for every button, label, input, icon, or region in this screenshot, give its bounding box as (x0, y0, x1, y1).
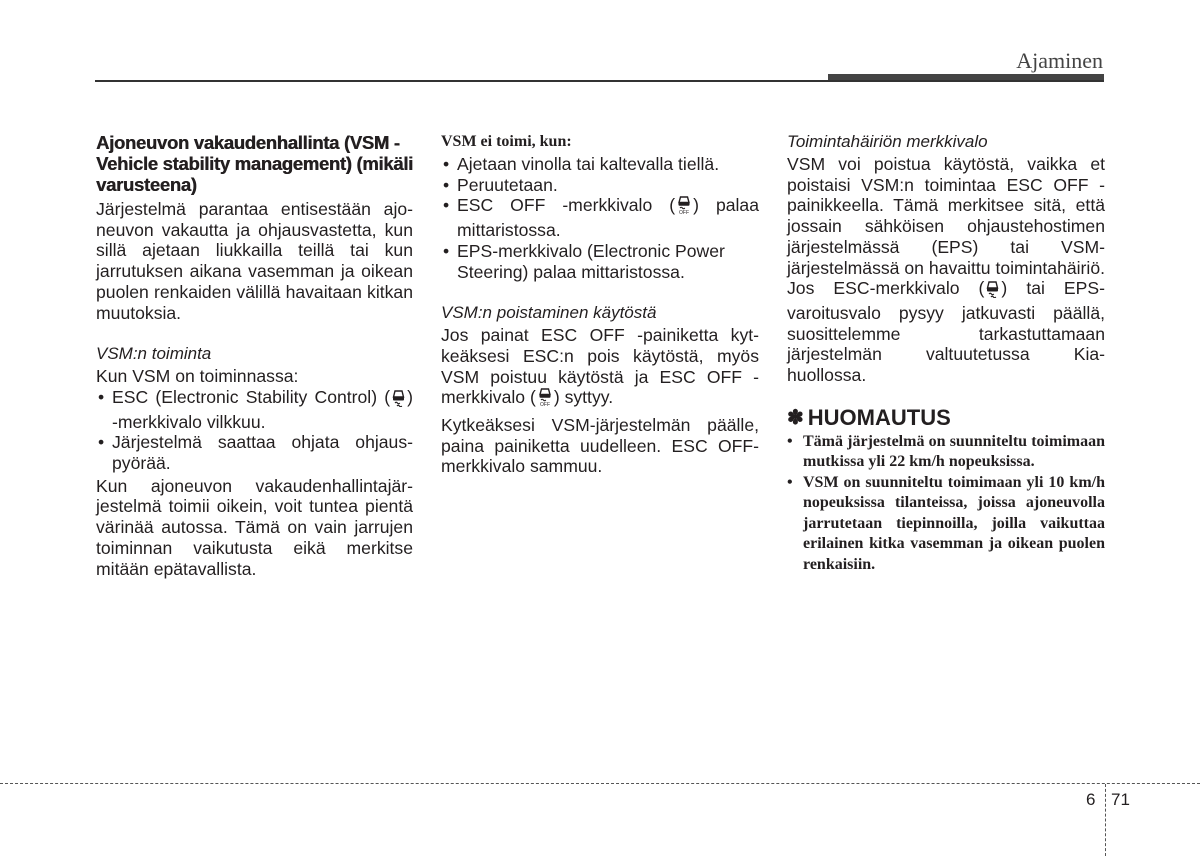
footer-rule (0, 783, 1200, 784)
vsm-active-list (96, 387, 413, 474)
vsm-active-text: Kun VSM on toiminnassa: (96, 366, 299, 387)
enable-paragraph: Kytkeäksesi VSM-järjestelmän päälle, paina painiketta uudelleen. ESC OFF-merkkivalo sammuu. (441, 415, 759, 477)
column-2 (441, 132, 759, 477)
vsm-disable-heading: VSM:n poistaminen käytöstä (441, 303, 657, 323)
notice-heading: ✽ HUOMAUTUS (787, 404, 951, 430)
disable-paragraph: Jos painat ESC OFF -painiketta kytkeäksesi ESC:n pois käytöstä, myös VSM poistuu käytöstä ja ESC OFF -merkkivalo ( OFF ) syttyy. (441, 325, 759, 412)
esc-off-icon (537, 388, 553, 412)
asterisk-icon: ✽ (787, 406, 804, 429)
notice-list (787, 432, 1105, 576)
header-rule (95, 80, 1104, 82)
footer-divider (1105, 784, 1106, 856)
svg-text:OFF: OFF (679, 210, 690, 216)
list-item: • ESC OFF -merkkivalo ( OFF ) palaa mittaristossa. (441, 195, 759, 240)
intro-paragraph: Järjestelmä parantaa entisestään ajoneuvon vakautta ja ohjausvastetta, kun sillä ajetaan liukkailla teillä tai kun jarrutuksen aikana vasemman ja oikean puolen renkaiden välillä havaitaan kitkan muutoksia. (96, 199, 413, 323)
section-number: 6 (1086, 790, 1096, 809)
esc-warning-icon (391, 390, 406, 412)
malfunction-paragraph: VSM voi poistua käytöstä, vaikka et poistaisi VSM:n toimintaa ESC OFF -painikkeella. Tämä merkitsee sitä, että jossain sähköisen ohjaustehostimen järjestelmässä (EPS) tai VSM-järjestelmässä on havaittu toimintahäiriö. Jos ESC-merkkivalo ( ) tai EPS-varoitusvalo pysyy jatkuvasti päällä, suosittelemme tarkastuttamaan järjestelmän valtuutetussa Kia-huollossa. (787, 154, 1105, 386)
malfunction-heading: Toimintahäiriön merkkivalo (787, 132, 988, 151)
section-heading: Ajoneuvon vakaudenhallinta (VSM - Vehicle stability management) (mikäli varusteena) (96, 132, 413, 195)
esc-off-icon (676, 196, 692, 220)
list-item: • VSM on suunniteltu toimimaan yli 10 km/h nopeuksissa tilanteissa, joissa ajoneuvolla jarrutetaan tiepinnoilla, joilla vaikuttaa erilainen kitka vasemman ja oikean puolen renkaisiin. (787, 473, 1105, 576)
list-item: • EPS-merkkivalo (Electronic Power Steering) palaa mittaristossa. (441, 241, 759, 282)
column-3 (787, 132, 1105, 575)
vsm-inactive-heading: VSM ei toimi, kun: (441, 133, 572, 150)
esc-warning-icon (985, 281, 1000, 303)
vsm-inactive-list (441, 154, 759, 282)
list-item: • Peruutetaan. (441, 175, 759, 196)
column-1 (96, 132, 413, 579)
vsm-operation-heading: VSM:n toiminta (96, 344, 212, 364)
svg-text:OFF: OFF (539, 402, 550, 408)
list-item: • Tämä järjestelmä on suunniteltu toimimaan mutkissa yli 22 km/h nopeuksissa. (787, 432, 1105, 473)
outro-paragraph: Kun ajoneuvon vakaudenhallintajärjestelmä toimii oikein, voit tuntea pientä värinää autossa. Tämä on vain jarrujen toiminnan vaikutusta eikä merkitse mitään epätavallista. (96, 475, 413, 579)
page-number: 71 (1111, 790, 1130, 809)
list-item: • Järjestelmä saattaa ohjata ohjauspyörää. (96, 432, 413, 473)
list-item: • Ajetaan vinolla tai kaltevalla tiellä. (441, 154, 759, 175)
page-header-title: Ajaminen (1016, 48, 1103, 73)
list-item: • ESC (Electronic Stability Control) ( ) -merkkivalo vilkkuu. (96, 387, 413, 432)
